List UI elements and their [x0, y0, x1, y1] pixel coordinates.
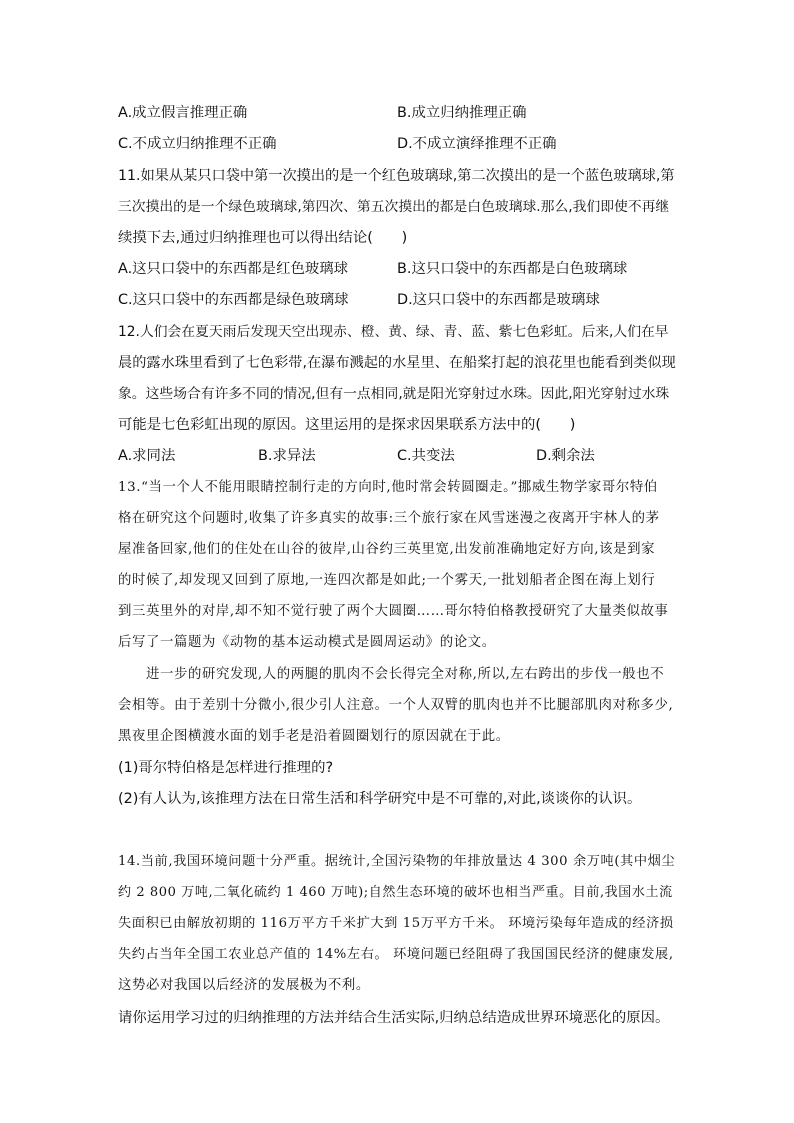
q12-line: 晨的露水珠里看到了七色彩带,在瀑布溅起的水星里、在船桨打起的浪花里也能看到类似现: [118, 355, 676, 371]
q12-line: 12.人们会在夏天雨后发现天空出现赤、橙、黄、绿、青、蓝、紫七色彩虹。后来,人们在早: [118, 324, 669, 340]
q12-option-d: D.剩余法: [536, 448, 595, 464]
q11-line: 续摸下去,通过归纳推理也可以得出结论( ): [118, 230, 408, 246]
q14-line: 失面积已由解放初期的 116万平方千米扩大到 15万平方千米。 环境污染每年造成的经济损: [118, 916, 674, 931]
q13-line: 格在研究这个问题时,收集了许多真实的故事:三个旅行家在风雪迷漫之夜离开宇林人的茅: [118, 511, 660, 526]
q12-option-b: B.求异法: [258, 448, 316, 464]
q12-line: 可能是七色彩虹出现的原因。这里运用的是探求因果联系方法中的( ): [118, 417, 576, 433]
q13-subquestion-1: (1)哥尔特伯格是怎样进行推理的?: [118, 760, 334, 776]
q11-line: 三次摸出的是一个绿色玻璃球,第四次、第五次摸出的都是白色玻璃球.那么,我们即使不再继: [118, 199, 670, 215]
q14-prompt: 请你运用学习过的归纳推理的方法并结合生活实际,归纳总结造成世界环境恶化的原因。: [118, 1010, 670, 1026]
q14-line: 失约占当年全国工农业总产值的 14%左右。 环境问题已经阻碍了我国国民经济的健康发展,: [118, 947, 674, 962]
q12-line: 象。这些场合有许多不同的情况,但有一点相同,就是阳光穿射过水珠。因此,阳光穿射过水珠: [118, 386, 670, 402]
q12-option-c: C.共变法: [397, 448, 455, 464]
q13-para2-line: 进一步的研究发现,人的两腿的肌肉不会长得完全对称,所以,左右跨出的步伐一般也不: [146, 667, 665, 682]
q14-line: 约 2 800 万吨,二氧化硫约 1 460 万吨);自然生态环境的破坏也相当严重。目前,我国水土流: [118, 885, 673, 900]
q14-line: 这势必对我国以后经济的发展极为不利。: [118, 978, 370, 993]
q13-line: 屋准备回家,他们的住处在山谷的彼岸,山谷约三英里宽,出发前准确地定好方向,该是到家: [118, 542, 656, 557]
q14-line: 14.当前,我国环境问题十分严重。据统计,全国污染物的年排放量达 4 300 余万吨(其中烟尘: [118, 854, 676, 869]
q12-option-a: A.求同法: [118, 448, 176, 464]
q13-para2-line: 会相等。由于差别十分微小,很少引人注意。一个人双臂的肌肉也并不比腿部肌肉对称多少,: [118, 698, 674, 713]
q11-option-c: C.这只口袋中的东西都是绿色玻璃球: [118, 292, 349, 308]
q11-option-a: A.这只口袋中的东西都是红色玻璃球: [118, 261, 349, 277]
q11-option-d: D.这只口袋中的东西都是玻璃球: [397, 292, 600, 308]
q13-para2-line: 黑夜里企图横渡水面的划手老是沿着圆圈划行的原因就在于此。: [118, 729, 510, 744]
q11-line: 11.如果从某只口袋中第一次摸出的是一个红色玻璃球,第二次摸出的是一个蓝色玻璃球,第: [118, 168, 675, 184]
q10-option-a: A.成立假言推理正确: [118, 105, 248, 121]
q13-subquestion-2: (2)有人认为,该推理方法在日常生活和科学研究中是不可靠的,对此,谈谈你的认识。: [118, 791, 642, 807]
q13-line: 后写了一篇题为《动物的基本运动模式是圆周运动》的论文。: [118, 635, 496, 650]
q10-option-b: B.成立归纳推理正确: [397, 105, 527, 121]
q10-option-c: C.不成立归纳推理不正确: [118, 136, 277, 152]
q13-line: 的时候了,却发现又回到了原地,一连四次都是如此;一个雾天,一批划船者企图在海上划行: [118, 573, 656, 588]
q10-option-d: D.不成立演绎推理不正确: [397, 136, 557, 152]
q13-line: 到三英里外的对岸,却不知不觉行驶了两个大圆圈……哥尔特伯格教授研究了大量类似故事: [118, 604, 669, 619]
q13-line: 13.“当一个人不能用眼睛控制行走的方向时,他时常会转圆圈走。”挪威生物学家哥尔特伯: [118, 480, 658, 495]
q11-option-b: B.这只口袋中的东西都是白色玻璃球: [397, 261, 628, 277]
